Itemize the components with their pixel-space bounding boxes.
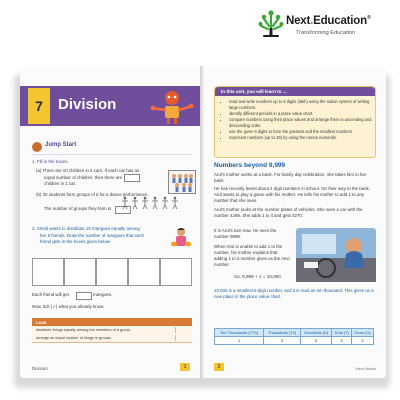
loan-row-text: distribute things equally among the members of a group. (36, 327, 131, 332)
each-friend-label: Each friend will get (32, 292, 69, 297)
paragraph-line: number, his mother explains that (214, 250, 278, 255)
question-1a-line1: (a) There are 10 children in 5 cars. If each car has an (36, 168, 140, 173)
table-header-cell: Thousands (Th) (264, 329, 301, 337)
paragraph: 10,000 is a smallest 5-digit number, and it is read as ten thousand. This gives us a new place in the place value chart. (214, 288, 374, 299)
chapter-title: Division (58, 96, 117, 113)
answer-box-mangoes[interactable] (76, 292, 92, 300)
objectives-title: In this unit, you will learn to ... (221, 88, 287, 94)
question-2-line2: her 5 friends. Draw the number of mangoes that each (40, 232, 144, 238)
table-header-cell: Hundreds (H) (300, 329, 331, 337)
brand-name: Next.Education® (286, 15, 371, 27)
question-1b-line1: (b) 30 students form groups of 5 for a dance performance. (36, 192, 149, 197)
loan-table-header (32, 318, 192, 326)
question-2-line3: friend gets in the boxes given below. (40, 239, 111, 244)
paragraph: Arul's mother looks at the number plates of vehicles. She sees a car with the number 4269. She adds 1 to it and gets 4270. (214, 207, 363, 218)
table-row (215, 337, 374, 345)
page-number-right: 2 (214, 363, 224, 371)
chapter-number: 7 (28, 88, 50, 124)
objectives-header (215, 87, 375, 96)
answer-box-1a[interactable] (124, 174, 140, 182)
tick-box[interactable] (175, 327, 190, 333)
left-footer: Division (32, 366, 48, 371)
table-header-row (215, 329, 374, 337)
objective-item: • compare numbers using their place values and arrange them in ascending and descending order. (229, 117, 377, 129)
loan-header-label: Loan (36, 319, 47, 325)
paragraph-line: It is Arul's turn now. He sees the (214, 228, 277, 233)
drawing-box[interactable] (128, 258, 160, 286)
question-2-line1: 2. Smriti wants to distribute 10 mangoes equally among (32, 226, 140, 231)
paragraph-line: adding 1 to a number gives us the next (214, 256, 290, 261)
dancers-illustration (120, 196, 190, 210)
divider (32, 154, 192, 155)
jump-start-icon (32, 142, 42, 152)
drawing-box[interactable] (32, 258, 64, 286)
tick-box[interactable] (175, 335, 190, 341)
loan-row-text: arrange an equal number of things in groups. (36, 335, 112, 340)
each-friend-suffix: mangoes. (93, 292, 113, 297)
paragraph: He has recently learnt about 4 digit numbers in school. On their way to the bank, Arul wants to play a game with his mother. He tells his mother to add 1 to any number that she sees. (214, 186, 370, 203)
open-book (10, 66, 390, 386)
objective-item: • read and write numbers up to 6 digits (lakh) using the Indian system of writing large numbers. (229, 99, 377, 111)
objectives-list (223, 99, 377, 140)
table-cell: 0 (332, 337, 352, 345)
table-cell: 0 (300, 337, 331, 345)
question-1a-line3: children in 1 car. (44, 181, 76, 186)
page-number-left: 1 (180, 363, 190, 371)
learning-objectives-box (214, 86, 376, 158)
objective-item: • identify different periods in a place value chart. (229, 111, 377, 117)
table-cell: 1 (215, 337, 264, 345)
right-footer: Next Maths (355, 366, 376, 371)
tree-people-icon (258, 9, 284, 39)
left-page (20, 66, 202, 378)
table-cell: 0 (264, 337, 301, 345)
question-1b-line2: The number of groups they form is (44, 206, 112, 211)
question-1: 1. Fill in the boxes. (32, 159, 69, 164)
objective-item: • represent numbers (up to 39) by using the roman numerals. (229, 135, 377, 141)
drawing-box[interactable] (160, 258, 192, 286)
brand-tagline: Transforming Education (296, 30, 356, 36)
brand-logo (258, 9, 383, 49)
car-dashboard-illustration (296, 228, 376, 282)
section-title: Numbers beyond 9,999 (214, 162, 286, 169)
table-header-cell: Tens (T) (332, 329, 352, 337)
question-1a-line2: equal number of children, then there are (44, 174, 123, 180)
right-page (204, 66, 386, 378)
paragraph-line: When Arul is unable to add 1 to the (214, 244, 283, 249)
table-header-cell: Ten Thousands (TTh) (215, 329, 264, 337)
paragraph: Arul's mother works at a bank. For family day celebration, she takes him to her bank. (214, 172, 367, 183)
girl-with-mangoes-icon (170, 226, 192, 250)
loan-row (32, 334, 192, 343)
paragraph-line: number. (214, 262, 230, 267)
jump-start-title: Jump Start (45, 142, 77, 148)
equation: So, 9,999 + 1 = 10,000 (234, 274, 281, 279)
objective-item: • use the given 6 digits to form the greatest and the smallest numbers. (229, 129, 377, 135)
table-header-cell: Ones (O) (352, 329, 374, 337)
drawing-box[interactable] (64, 258, 96, 286)
mango-drawing-boxes (32, 258, 192, 284)
place-value-table (214, 328, 374, 345)
paragraph-line: number 9999. (214, 234, 242, 239)
robot-mascot-icon (150, 88, 194, 126)
children-illustration (168, 170, 196, 194)
drawing-box[interactable] (96, 258, 128, 286)
table-cell: 0 (352, 337, 374, 345)
tick-prompt: Now, tick (✓) what you already know. (32, 304, 105, 309)
